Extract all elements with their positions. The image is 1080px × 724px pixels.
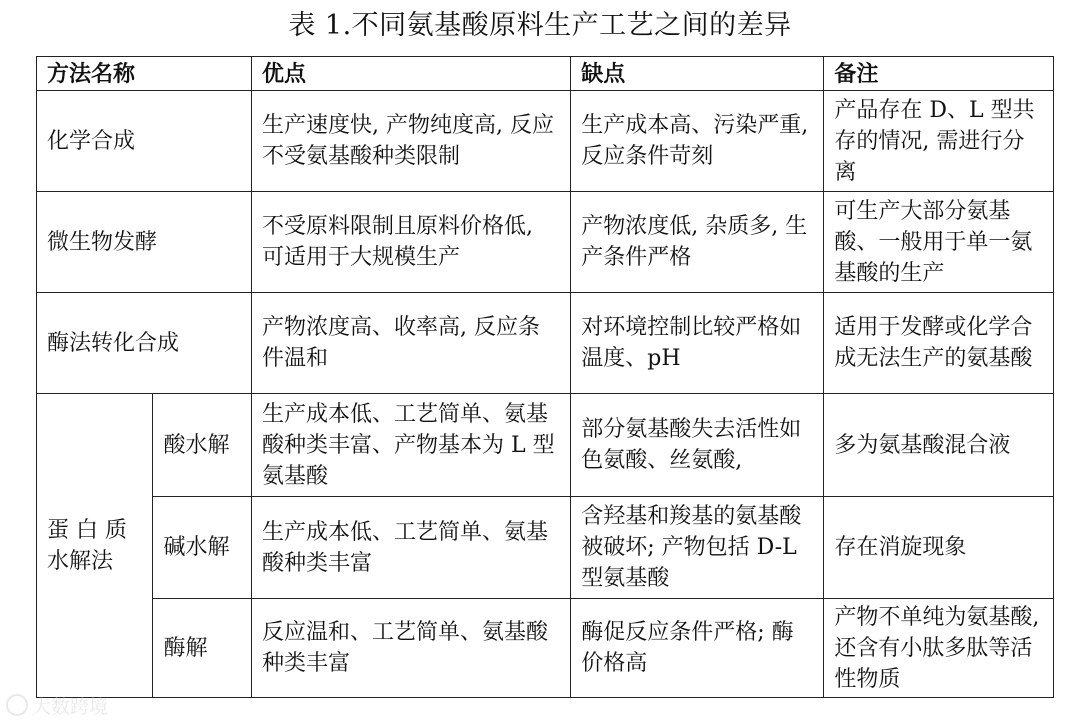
header-cons: 缺点 xyxy=(571,57,824,91)
cons-cell: 生产成本高、污染严重, 反应条件苛刻 xyxy=(571,91,824,192)
table-row xyxy=(37,599,1054,698)
header-row xyxy=(37,57,1054,91)
notes-cell: 适用于发酵或化学合成无法生产的氨基酸 xyxy=(824,293,1054,394)
table-row xyxy=(37,192,1054,293)
cons-cell: 含羟基和羧基的氨基酸被破坏; 产物包括 D-L 型氨基酸 xyxy=(571,497,824,599)
watermark xyxy=(6,692,108,718)
notes-cell: 多为氨基酸混合液 xyxy=(824,394,1054,497)
pros-cell: 反应温和、工艺简单、氨基酸种类丰富 xyxy=(252,599,571,698)
cons-cell: 酶促反应条件严格; 酶价格高 xyxy=(571,599,824,698)
table-row xyxy=(37,394,1054,497)
watermark-text: 大数跨境 xyxy=(32,695,109,718)
submethod-cell: 酸水解 xyxy=(153,394,252,497)
pros-cell: 生产成本低、工艺简单、氨基酸种类丰富 xyxy=(252,497,571,599)
header-pros: 优点 xyxy=(252,57,571,91)
pros-cell: 生产成本低、工艺简单、氨基酸种类丰富、产物基本为 L 型氨基酸 xyxy=(252,394,571,497)
submethod-cell: 碱水解 xyxy=(153,497,252,599)
cons-cell: 产物浓度低, 杂质多, 生产条件严格 xyxy=(571,192,824,293)
method-cell: 化学合成 xyxy=(37,91,252,192)
notes-cell: 产品存在 D、L 型共存的情况, 需进行分离 xyxy=(824,91,1054,192)
method-cell: 酶法转化合成 xyxy=(37,293,252,394)
cons-cell: 对环境控制比较严格如温度、pH xyxy=(571,293,824,394)
notes-cell: 存在消旋现象 xyxy=(824,497,1054,599)
submethod-cell: 酶解 xyxy=(153,599,252,698)
comparison-table xyxy=(36,56,1054,698)
table-row xyxy=(37,91,1054,192)
table-title: 表 1.不同氨基酸原料生产工艺之间的差异 xyxy=(288,10,792,41)
method-cell: 微生物发酵 xyxy=(37,192,252,293)
hydrolysis-group-cell: 蛋 白 质水解法 xyxy=(37,394,153,698)
cons-cell: 部分氨基酸失去活性如色氨酸、丝氨酸, xyxy=(571,394,824,497)
pros-cell: 不受原料限制且原料价格低, 可适用于大规模生产 xyxy=(252,192,571,293)
header-notes: 备注 xyxy=(824,57,1054,91)
notes-cell: 产物不单纯为氨基酸, 还含有小肽多肽等活性物质 xyxy=(824,599,1054,698)
notes-cell: 可生产大部分氨基酸、一般用于单一氨基酸的生产 xyxy=(824,192,1054,293)
table-row xyxy=(37,497,1054,599)
table-row xyxy=(37,293,1054,394)
header-method: 方法名称 xyxy=(37,57,252,91)
pros-cell: 产物浓度高、收率高, 反应条件温和 xyxy=(252,293,571,394)
pros-cell: 生产速度快, 产物纯度高, 反应不受氨基酸种类限制 xyxy=(252,91,571,192)
brand-logo-icon xyxy=(6,694,28,716)
